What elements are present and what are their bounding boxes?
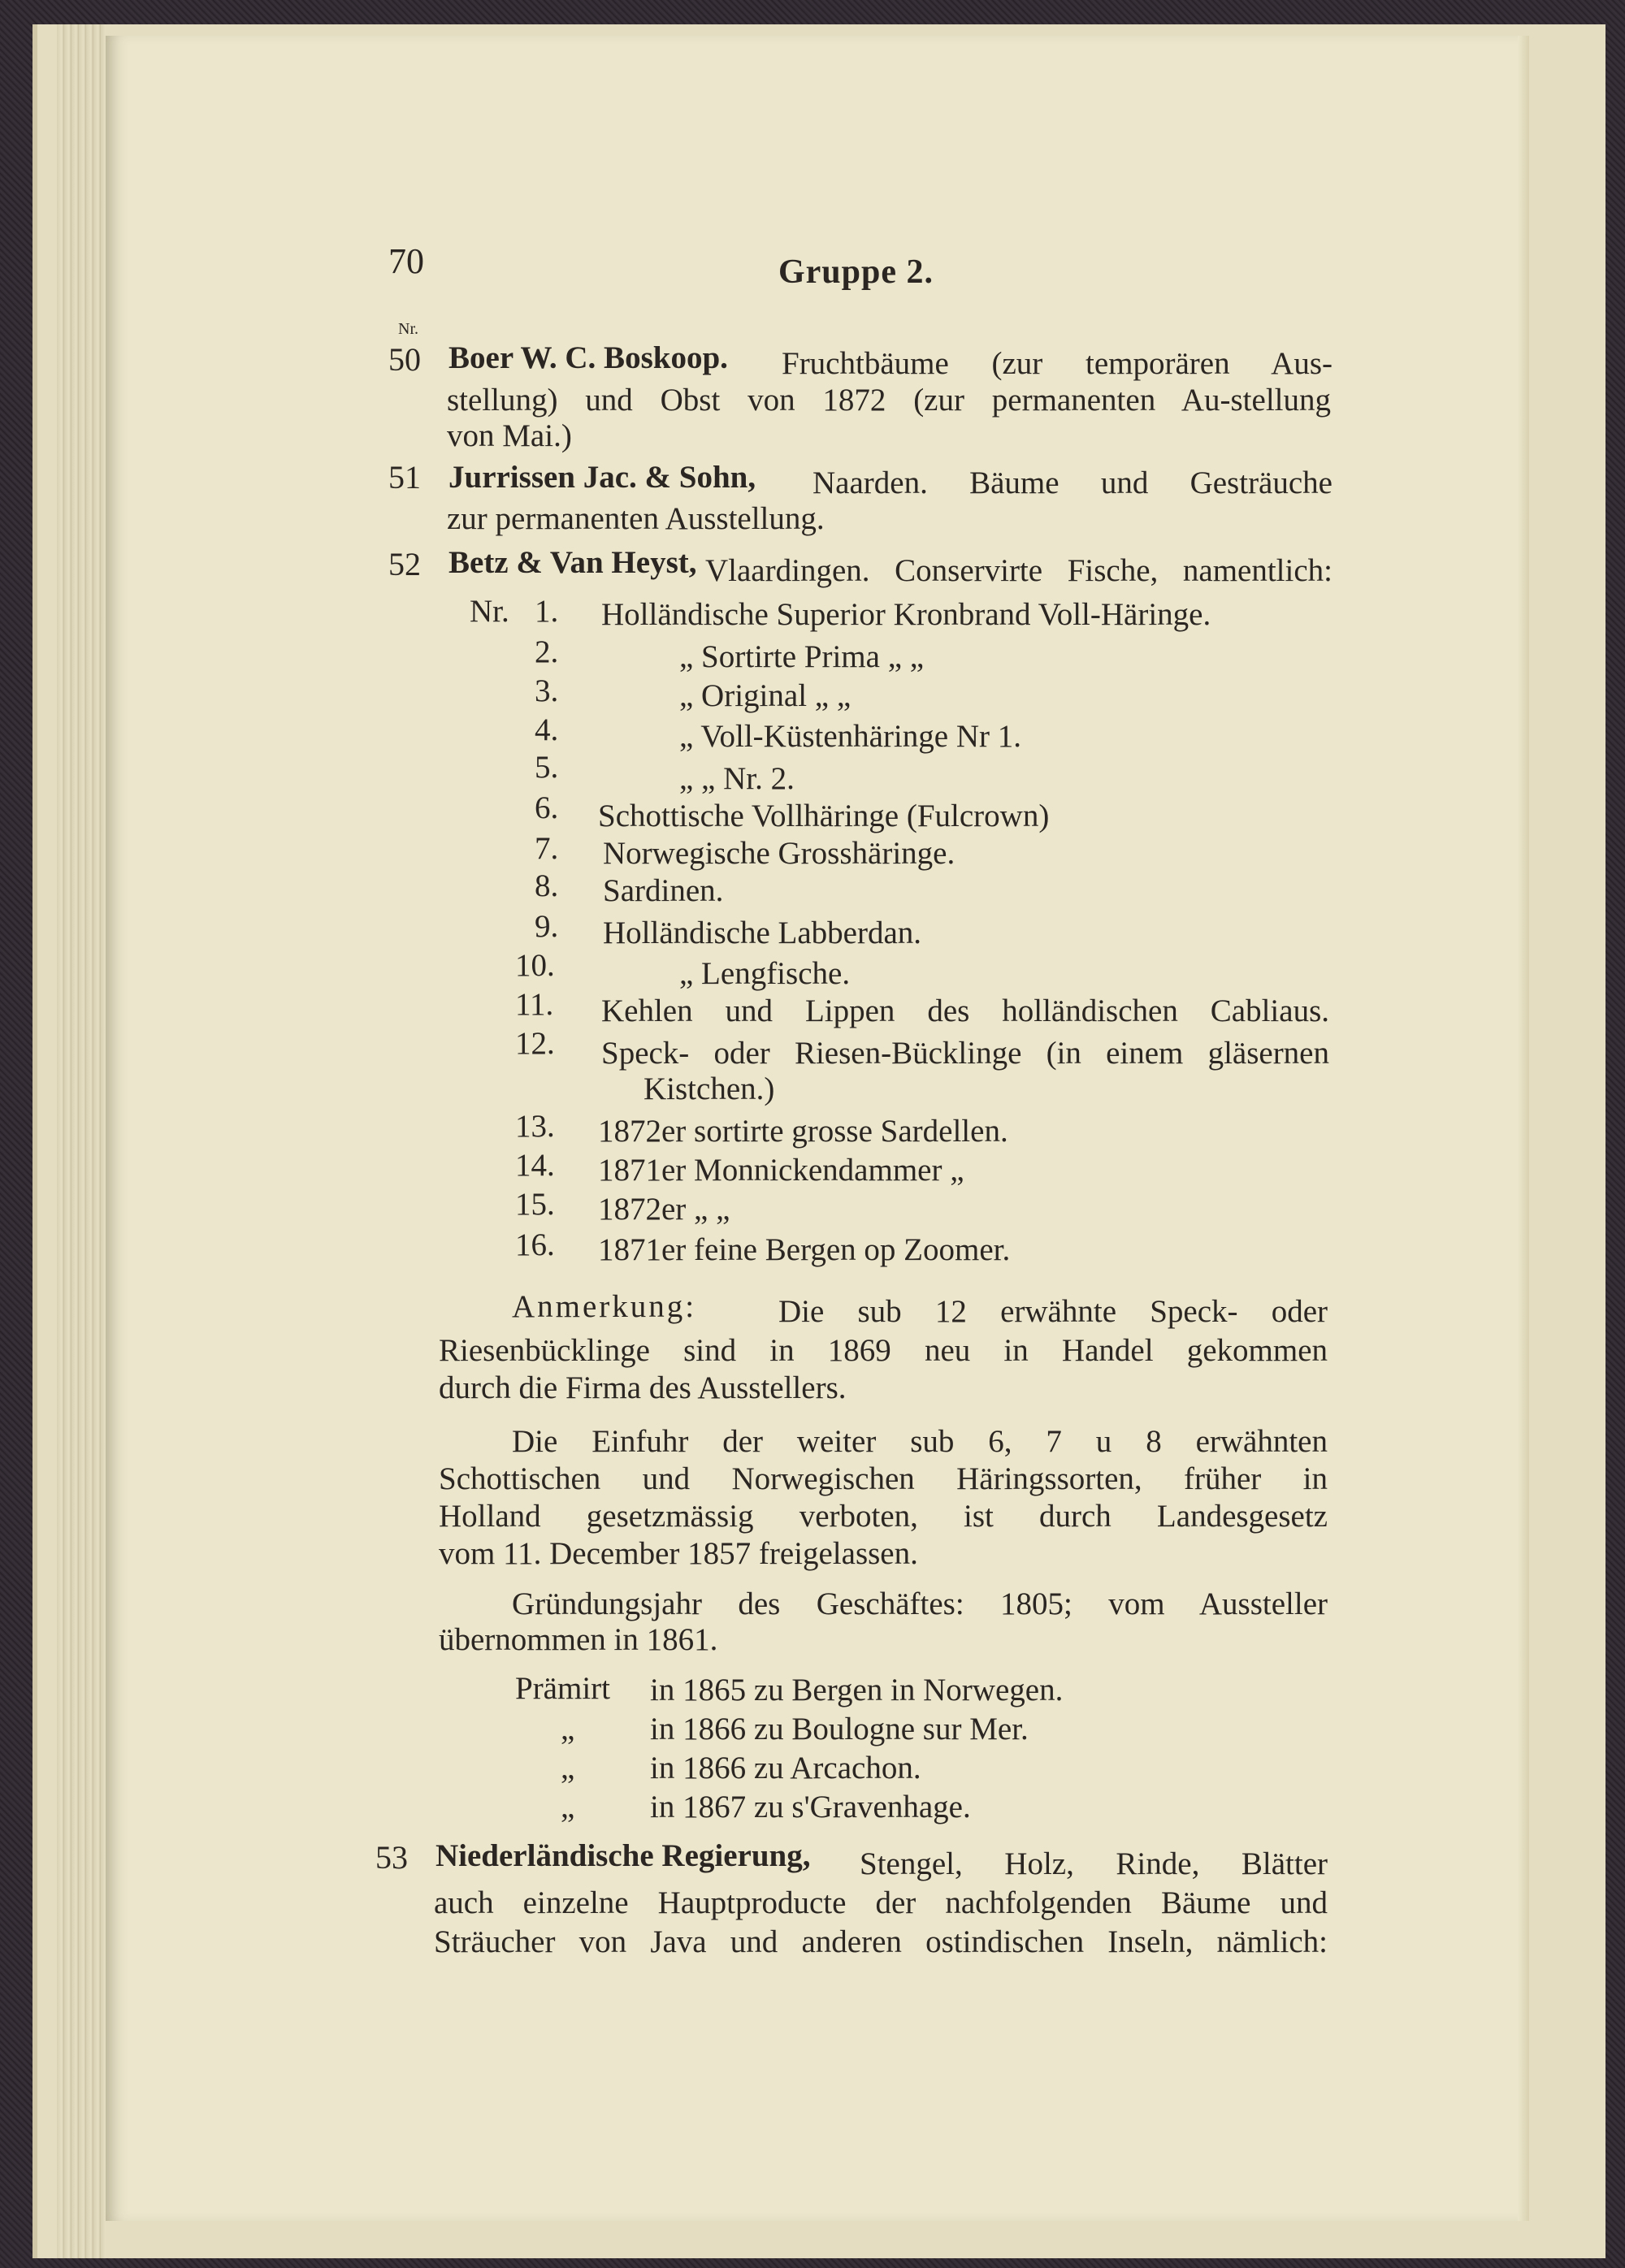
item-continuation: Kistchen.) [644, 1071, 775, 1106]
entry-text: Stengel, Holz, Rinde, Blätter [860, 1846, 1328, 1881]
note-text: Die Einfuhr der weiter sub 6, 7 u 8 erwähnten [512, 1424, 1328, 1459]
item-text: „ Sortirte Prima „ „ [679, 639, 925, 674]
entry-number: 53 [375, 1839, 408, 1876]
award-lead: Prämirt [515, 1671, 610, 1706]
item-text: Speck- oder Riesen-Bücklinge (in einem gläsernen [601, 1036, 1329, 1071]
exhibitor-name: Boer W. C. Boskoop. [448, 340, 728, 375]
entry-text: auch einzelne Hauptproducte der nachfolgenden Bäume und [434, 1885, 1328, 1920]
item-text: 1871er Monnickendammer „ [598, 1153, 964, 1188]
award-lead: „ [561, 1790, 575, 1824]
running-title: Gruppe 2. [778, 253, 934, 291]
item-text: „ Lengfische. [679, 956, 851, 991]
entry-number: 50 [388, 341, 421, 378]
item-text: Sardinen. [603, 873, 724, 908]
item-text: „ Voll-Küstenhäringe Nr 1. [679, 719, 1021, 754]
award-text: in 1866 zu Arcachon. [650, 1751, 921, 1785]
entry-text: Sträucher von Java und anderen ostindischen Inseln, nämlich: [434, 1924, 1328, 1959]
item-text: Holländische Superior Kronbrand Voll-Häringe. [601, 597, 1211, 632]
item-text: Schottische Vollhäringe (Fulcrown) [598, 799, 1050, 833]
page-number: 70 [388, 241, 424, 281]
entry-text: Fruchtbäume (zur temporären Aus- [782, 346, 1332, 381]
item-number: 7. [535, 831, 559, 866]
item-number: 11. [515, 987, 554, 1022]
item-number: 14. [515, 1148, 555, 1183]
note-text: Die sub 12 erwähnte Speck- oder [778, 1294, 1328, 1329]
entry-text: stellung) und Obst von 1872 (zur permanenten Au-stellung [447, 383, 1331, 418]
item-text: Kehlen und Lippen des holländischen Cabliaus. [601, 993, 1329, 1028]
item-text: 1872er sortirte grosse Sardellen. [598, 1114, 1008, 1149]
note-text: Schottischen und Norwegischen Häringssorten, früher in [439, 1461, 1328, 1496]
entry-number: 52 [388, 546, 421, 582]
page-edges [57, 24, 106, 2258]
item-number: 15. [515, 1187, 555, 1222]
item-number: 2. [535, 634, 559, 669]
item-text: Holländische Labberdan. [603, 915, 922, 950]
note-text: Riesenbücklinge sind in 1869 neu in Handel gekommen [439, 1333, 1328, 1368]
item-number: 6. [535, 790, 559, 825]
exhibitor-name: Jurrissen Jac. & Sohn, [448, 460, 756, 495]
list-prefix: Nr. [470, 594, 509, 629]
item-number: 16. [515, 1227, 555, 1262]
award-text: in 1867 zu s'Gravenhage. [650, 1790, 971, 1824]
item-number: 12. [515, 1026, 555, 1061]
entry-number: 51 [388, 459, 421, 496]
note-text: durch die Firma des Ausstellers. [439, 1370, 847, 1405]
award-lead: „ [561, 1751, 575, 1785]
award-text: in 1865 zu Bergen in Norwegen. [650, 1673, 1064, 1707]
page-right-edge [1518, 36, 1529, 2221]
item-number: 4. [535, 712, 559, 747]
item-number: 9. [535, 909, 559, 944]
item-number: 10. [515, 948, 555, 983]
item-number: 13. [515, 1109, 555, 1144]
award-text: in 1866 zu Boulogne sur Mer. [650, 1712, 1029, 1746]
note-text: übernommen in 1861. [439, 1622, 718, 1657]
item-text: 1871er feine Bergen op Zoomer. [598, 1232, 1011, 1267]
item-text: „ Original „ „ [679, 678, 852, 713]
note-text: Gründungsjahr des Geschäftes: 1805; vom Aussteller [512, 1586, 1328, 1621]
exhibitor-name: Niederländische Regierung, [436, 1838, 811, 1873]
item-number: 5. [535, 750, 559, 785]
entry-text: Vlaardingen. Conservirte Fische, namentlich: [705, 553, 1332, 588]
nr-label: Nr. [398, 320, 418, 338]
award-lead: „ [561, 1712, 575, 1746]
entry-text: zur permanenten Ausstellung. [447, 501, 825, 536]
note-label: Anmerkung: [512, 1289, 697, 1324]
entry-text: von Mai.) [447, 418, 572, 453]
item-number: 3. [535, 673, 559, 708]
note-text: vom 11. December 1857 freigelassen. [439, 1536, 918, 1571]
item-text: Norwegische Grosshäringe. [603, 836, 956, 871]
exhibitor-name: Betz & Van Heyst, [448, 545, 697, 580]
item-number: 1. [535, 594, 559, 629]
note-text: Holland gesetzmässig verboten, ist durch Landesgesetz [439, 1499, 1328, 1534]
entry-text: Naarden. Bäume und Gesträuche [812, 465, 1332, 500]
item-text: 1872er „ „ [598, 1192, 730, 1227]
item-number: 8. [535, 868, 559, 903]
item-text: „ „ Nr. 2. [679, 761, 795, 796]
